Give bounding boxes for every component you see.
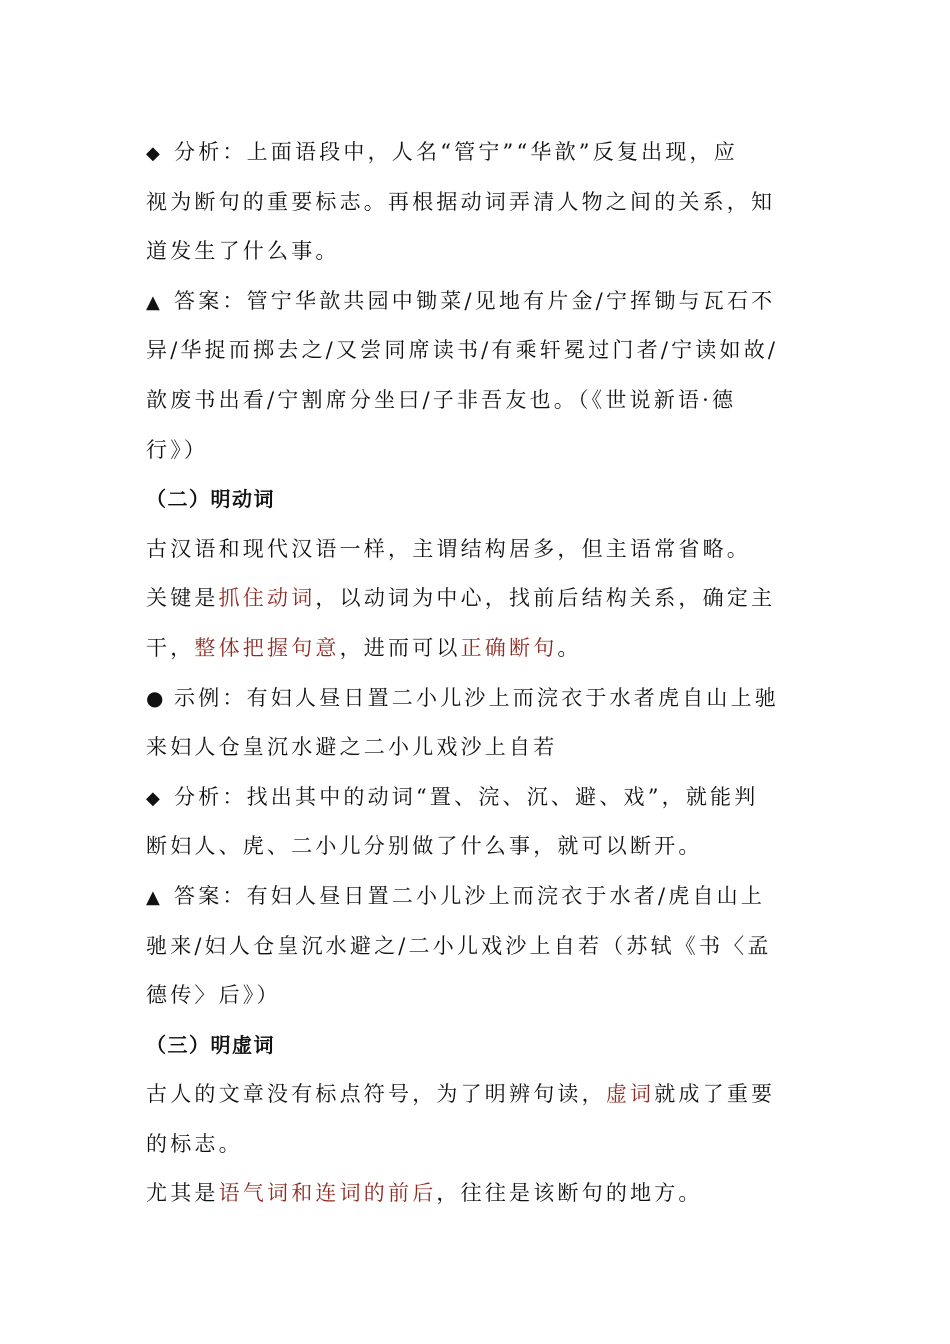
- highlight-span: 抓住动词: [218, 586, 316, 611]
- analysis-line: [146, 773, 808, 823]
- answer-line: [146, 277, 808, 327]
- answer-line: 异/华捉而掷去之/又尝同席读书/有乘轩冕过门者/宁读如故/: [146, 338, 779, 363]
- example-text: 示例：有妇人昼日置二小儿沙上而浣衣于水者虎自山上驰: [174, 685, 779, 710]
- paragraph-line: 的标志。: [146, 1131, 243, 1156]
- text-span: 。: [557, 635, 582, 660]
- answer-text: 答案：管宁华歆共园中锄菜/见地有片金/宁挥锄与瓦石不: [174, 288, 776, 313]
- text-span: 关键是: [146, 586, 219, 611]
- section-heading: （二）明动词: [146, 487, 275, 512]
- answer-line: 德传〉后》）: [146, 983, 281, 1008]
- analysis-line: 道发生了什么事。: [146, 239, 340, 264]
- highlight-span: 整体把握句意: [194, 635, 340, 660]
- paragraph-line: [146, 624, 808, 674]
- section-heading: （三）明虚词: [146, 1032, 275, 1057]
- text-span: 尤其是: [146, 1181, 219, 1206]
- example-line: [146, 674, 808, 724]
- answer-line: 歆废书出看/宁割席分坐曰/子非吾友也。（《世说新语·德: [146, 387, 737, 412]
- triangle-icon: ▲: [146, 886, 160, 908]
- highlight-span: 虚词: [605, 1082, 655, 1107]
- answer-line: 驰来/妇人仓皇沉水避之/二小儿戏沙上自若（苏轼《书〈孟: [146, 933, 772, 958]
- highlight-span: 语气词和连词的前后: [218, 1181, 437, 1206]
- diamond-icon: ◆: [146, 787, 160, 809]
- paragraph-line: [146, 1070, 808, 1120]
- analysis-text: 分析：找出其中的动词“置、浣、沉、避、戏”，就能判: [174, 784, 759, 809]
- circle-icon: ●: [146, 685, 164, 710]
- text-span: 古人的文章没有标点符号，为了明辨句读，: [146, 1082, 606, 1107]
- paragraph-line: [146, 574, 808, 624]
- analysis-line: [146, 128, 808, 178]
- text-span: ，进而可以: [339, 635, 461, 660]
- analysis-line: 视为断句的重要标志。再根据动词弄清人物之间的关系，知: [146, 189, 776, 214]
- answer-line: 行》）: [146, 437, 209, 462]
- example-line: 来妇人仓皇沉水避之二小儿戏沙上自若: [146, 735, 558, 760]
- analysis-line: 断妇人、虎、二小儿分别做了什么事，就可以断开。: [146, 834, 703, 859]
- answer-text: 答案：有妇人昼日置二小儿沙上而浣衣于水者/虎自山上: [174, 883, 766, 908]
- triangle-icon: ▲: [146, 291, 160, 313]
- paragraph-line: [146, 1169, 808, 1219]
- text-span: ，以动词为中心，找前后结构关系，确定主: [315, 586, 776, 611]
- highlight-span: 正确断句: [460, 635, 558, 660]
- text-span: 就成了重要: [654, 1082, 776, 1107]
- text-span: ，往往是该断句的地方。: [436, 1181, 703, 1206]
- analysis-text: 分析：上面语段中，人名“管宁”“华歆”反复出现，应: [174, 140, 738, 164]
- diamond-icon: ◆: [146, 143, 160, 164]
- paragraph-line: 古汉语和现代汉语一样，主谓结构居多，但主语常省略。: [146, 536, 751, 561]
- text-span: 干，: [146, 635, 195, 660]
- document-page: [146, 128, 808, 1219]
- answer-line: [146, 872, 808, 922]
